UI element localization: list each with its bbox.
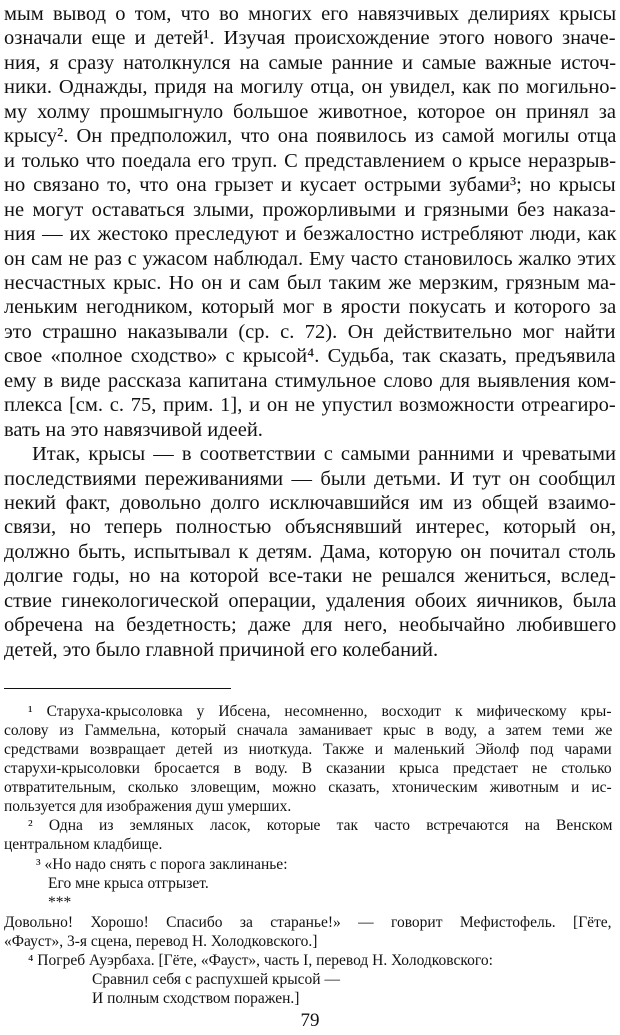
body-line: и только что поедала его труп. С представлением о крысе неразрыв- <box>4 149 617 172</box>
footnote-line: ¹ Старуха-крысоловка у Ибсена, несомненно, восходит к мифическому кры- <box>28 703 612 720</box>
body-line: последствиями переживаниями — были детьми. И тут он сообщил <box>4 467 616 490</box>
body-line: леньким негодником, который мог в ярости покусать и которого за <box>4 296 617 319</box>
body-line: ния, я сразу натолкнулся на самые ранние и самые важные источ- <box>4 51 617 74</box>
footnote-line: *** <box>48 894 72 911</box>
footnote-line: И полным сходством поражен.] <box>92 990 300 1007</box>
page-number: 79 <box>300 1010 320 1031</box>
footnote-separator <box>4 688 231 689</box>
body-line: ники. Однажды, придя на могилу отца, он увидел, как по могильно- <box>4 76 617 99</box>
body-line: свое «полное сходство» с крысой⁴. Судьба, так сказать, предъявила <box>4 345 616 368</box>
body-line: долгие годы, но на которой все-таки не решался жениться, вслед- <box>4 565 616 588</box>
body-line: некий факт, довольно долго исключавшийся им из общей взаимо- <box>4 492 616 514</box>
body-line: ствие гинекологической операции, удаления обоих яичников, была <box>4 589 617 612</box>
body-line: должно быть, испытывал к детям. Дама, которую он почитал столь <box>4 540 616 563</box>
body-line: связи, но теперь полностью объяснявший интерес, который он, <box>4 516 616 539</box>
footnote-line: солову из Гаммельна, который сначала заманивает крыс в воду, а затем теми же <box>4 722 613 739</box>
body-line: не могут оставаться злыми, прожорливыми и грязными без наказа- <box>4 198 616 221</box>
body-line: обречена на бездетность; даже для него, необычайно любившего <box>4 614 617 637</box>
footnote-line: пользуется для изображения душ умерших. <box>4 798 292 815</box>
body-line: но связано то, что она грызет и кусает острыми зубами³; но крысы <box>4 174 616 197</box>
body-line: ния — их жестоко преследуют и безжалостно истребляют люди, как <box>4 223 617 246</box>
body-line: несчастных крыс. Но он и сам был таким же мерзким, грязным ма- <box>4 271 616 294</box>
footnote-line: Сравнил себя с распухшей крысой — <box>92 971 340 988</box>
body-line: означали еще и детей¹. Изучая происхождение этого нового значе- <box>4 27 616 50</box>
footnote-line: Его мне крыса отгрызет. <box>48 875 209 892</box>
body-line: крысу². Он предположил, что она появилось из самой могилы отца <box>4 125 617 148</box>
body-line: ему в виде рассказа капитана стимульное слово для выявления ком- <box>4 369 617 392</box>
body-line: вать на это навязчивой идеей. <box>4 418 263 441</box>
footnote-line: ⁴ Погреб Ауэрбаха. [Гёте, «Фауст», часть I, перевод Н. Холодковского: <box>28 952 493 969</box>
footnote-line: «Фауст», 3-я сцена, перевод Н. Холодковского.] <box>4 933 318 950</box>
body-line: это страшно наказывали (ср. с. 72). Он действительно мог найти <box>4 320 616 343</box>
body-line: мым вывод о том, что во многих его навязчивых делириях крысы <box>4 3 617 25</box>
body-line: му холму прошмыгнуло большое животное, которое он принял за <box>4 100 616 123</box>
footnote-line: центральном кладбище. <box>4 836 163 853</box>
body-line: плекса [см. с. 75, прим. 1], и он не упустил возможности отреагиро- <box>4 394 616 417</box>
footnote-line: ³ «Но надо снять с порога заклинанье: <box>36 856 288 873</box>
body-line: детей, это было главной причиной его колебаний. <box>4 638 439 661</box>
footnote-line: отвратительным, сколько зловещим, можно сказать, хтоническим животным и ис- <box>4 779 612 796</box>
footnote-line: ² Одна из земляных ласок, которые так часто встречаются на Венском <box>28 817 613 834</box>
body-line: Итак, крысы — в соответствии с самыми ранними и чреватыми <box>32 443 616 466</box>
body-line: он сам не раз с ужасом наблюдал. Ему часто становилось жалко этих <box>4 247 617 270</box>
footnote-line: старухи-крысоловки бросается в воду. В сказании крыса предстает не столько <box>4 760 612 777</box>
footnote-line: средствами возвращает детей из ниоткуда. Также и маленький Эйолф под чарами <box>4 741 612 758</box>
footnote-line: Довольно! Хорошо! Спасибо за старанье!» — говорит Мефистофель. [Гёте, <box>4 914 612 931</box>
